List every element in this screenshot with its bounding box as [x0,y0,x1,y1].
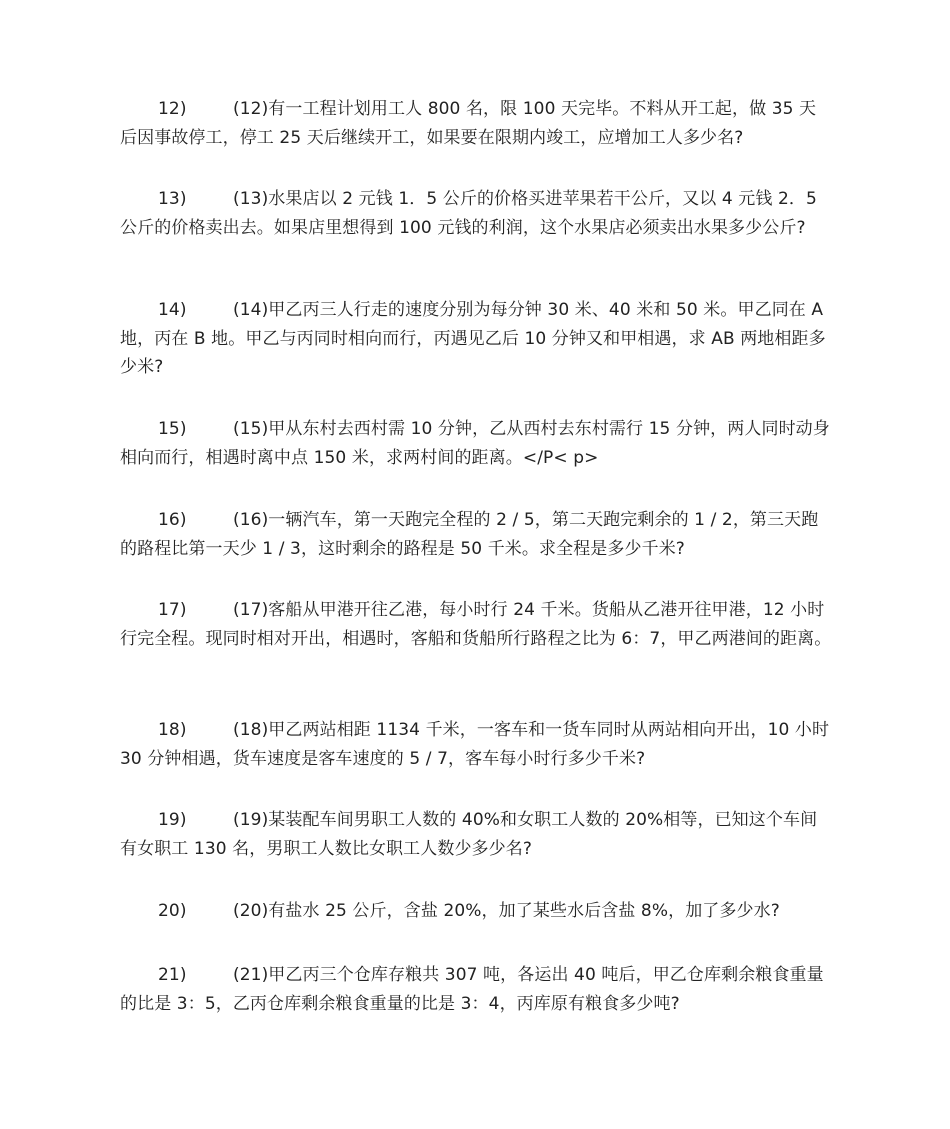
problem-14 [120,296,832,382]
problem-number: 17) [158,600,187,620]
problem-number: 16) [158,510,187,530]
problem-20 [120,897,832,926]
problem-15 [120,415,832,472]
problem-text: (19)某装配车间男职工人数的 40%和女职工人数的 20%相等，已知这个车间有女职工 130 名，男职工人数比女职工人数少多少名? [120,810,818,859]
problem-text: (14)甲乙丙三人行走的速度分别为每分钟 30 米、40 米和 50 米。甲乙同在 A 地，丙在 B 地。甲乙与丙同时相向而行，丙遇见乙后 10 分钟又和甲相遇，求 AB 两地相距多少米? [120,300,826,377]
problem-17 [120,596,832,653]
problem-text: (12)有一工程计划用工人 800 名，限 100 天完毕。不料从开工起，做 35 天后因事故停工，停工 25 天后继续开工，如果要在限期内竣工，应增加工人多少名? [120,99,817,148]
problem-text: (16)一辆汽车，第一天跑完全程的 2 / 5，第二天跑完剩余的 1 / 2，第三天跑的路程比第一天少 1 / 3，这时剩余的路程是 50 千米。求全程是多少千米? [120,510,819,559]
problem-19 [120,806,832,863]
problem-number: 19) [158,810,187,830]
problem-text: (18)甲乙两站相距 1134 千米，一客车和一货车同时从两站相向开出，10 小时 30 分钟相遇，货车速度是客车速度的 5 / 7，客车每小时行多少千米? [120,720,830,769]
problem-21 [120,961,832,1018]
problem-number: 13) [158,189,187,209]
problem-number: 20) [158,901,187,921]
problem-number: 18) [158,720,187,740]
problem-text: (13)水果店以 2 元钱 1．5 公斤的价格买进苹果若干公斤，又以 4 元钱 2．5 公斤的价格卖出去。如果店里想得到 100 元钱的利润，这个水果店必须卖出水果多少公斤? [120,189,817,238]
problem-number: 14) [158,300,187,320]
problem-13 [120,185,832,242]
problem-number: 21) [158,965,187,985]
problem-text: (17)客船从甲港开往乙港，每小时行 24 千米。货船从乙港开往甲港，12 小时行完全程。现同时相对开出，相遇时，客船和货船所行路程之比为 6：7，甲乙两港间的距离。 [120,600,832,649]
problem-text: (15)甲从东村去西村需 10 分钟，乙从西村去东村需行 15 分钟，两人同时动身相向而行，相遇时离中点 150 米，求两村间的距离。</P< p> [120,419,830,468]
problem-number: 12) [158,99,187,119]
problem-text: (21)甲乙丙三个仓库存粮共 307 吨，各运出 40 吨后，甲乙仓库剩余粮食重量的比是 3：5，乙丙仓库剩余粮食重量的比是 3：4，丙库原有粮食多少吨? [120,965,824,1014]
problem-16 [120,506,832,563]
problem-text: (20)有盐水 25 公斤，含盐 20%，加了某些水后含盐 8%，加了多少水? [233,901,780,921]
problem-12 [120,95,832,152]
problem-number: 15) [158,419,187,439]
problem-18 [120,716,832,773]
